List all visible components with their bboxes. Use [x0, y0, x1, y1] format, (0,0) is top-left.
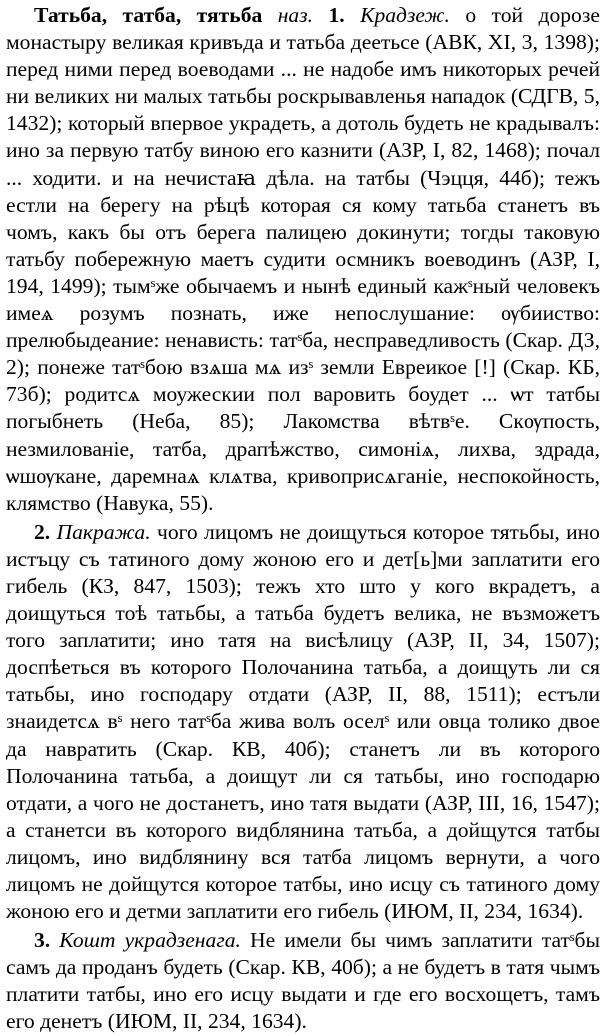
sense-number: 3. [34, 928, 51, 953]
grammar-label: наз. [277, 3, 314, 27]
sense-text: чого лицомъ не доищуться которое тятьбы, ино истъцу съ татиного дому жоною его и дет[ь]ми заплатити его гибель (КЗ, 847, 1503); тежъ хто што у кого вкрадетъ, а доищуться тоѣ татьбы, а татьба будетъ велика, не възможетъ того заплатити; ино татя на висѣлицу (АЗР, II, 34, 1507); доспѣеться въ которого Полочанина татьба, а доищуть ли ся татьбы, ино господару отдати (АЗР, II, 88, 1511); естъли знаидетсѧ вˢ него татˢба жива волъ оселˢ или овца толико двое да навратить (Скар. КВ, 40б); станетъ ли въ которого Полочанина татьба, а доищут ли ся татьбы, ино господарю отдати, а чого не достанетъ, ино татя выдати (АЗР, III, 16, 1547); а станетси въ которого видблянина татьба, а дойщутся татбы лицомъ, ино видблянину вся татба лицомъ вернути, а чого лицомъ не дойщутся которое татбы, ино исцу съ татиного дому жоною его и детми заплатити его гибель (ИЮМ, II, 234, 1634). [6, 519, 600, 924]
sense-label: Кошт украдзенага. [59, 928, 241, 953]
entry-sense-3 [6, 927, 600, 1035]
sense-label: Крадзеж. [360, 3, 450, 27]
entry-sense-2 [6, 519, 600, 925]
entry-headword: Татьба, татба, тятьба [34, 3, 263, 27]
sense-label: Пакража. [56, 519, 151, 544]
sense-text: о той дорозе монастыру великая кривъда и татьба деетьсе (АВК, XI, 3, 1398); перед ними перед воеводами ... не надобе имъ никоторых речей ни великих ни малых татьбы роскрывавленья нападок (СДГВ, 5, 1432); который впервое украдеть, а дотоль будеть не крадывалъ: ино за первую татбу виною его казнити (АЗР, I, 82, 1468); почал ... ходити. и на нечистаꙗ дѣла. на татбы (Чэцця, 44б); тежъ естли на берегу на рѣцѣ которая ся кому татьба станетъ въ чомъ, какъ бы отъ берега палицею докинути; тогды таковую татьбу побережную маетъ судити осмникъ воеводинъ (АЗР, I, 194, 1499); тымˢже обычаемъ и нынѣ единый кажˢный человекъ имеѧ розумъ познать, иже непослушание: ѹбииство: прелюбыдеание: ненависть: татˢба, несправедливость (Скар. ДЗ, 2); понеже татˢбою взѧша мѧ изˢ земли Евреикое [!] (Скар. КБ, 73б); родитсѧ моужескии пол варовить боудет ... ѡт татбы погыбнеть (Неба, 85); Лакомства вѣтвˢе. Скѹпость, незмилованіе, татба, драпѣжство, симоніѧ, лихва, здрада, ѡшѹкане, даремнаѧ клѧтва, кривоприсѧганіе, неспокойность, клямство (Навука, 55). [6, 3, 600, 515]
sense-text: Не имели бы чимъ заплатити татˢбы самъ да проданъ будеть (Скар. КВ, 40б); а не будетъ в татя чымъ платити татбы, ино его исцу выдати и где его восхощетъ, тамъ его денетъ (ИЮМ, II, 234, 1634). [6, 928, 600, 1034]
dictionary-entry [6, 2, 600, 1036]
sense-number: 1. [328, 3, 345, 27]
entry-sense-1 [6, 2, 600, 517]
sense-number: 2. [34, 519, 51, 544]
